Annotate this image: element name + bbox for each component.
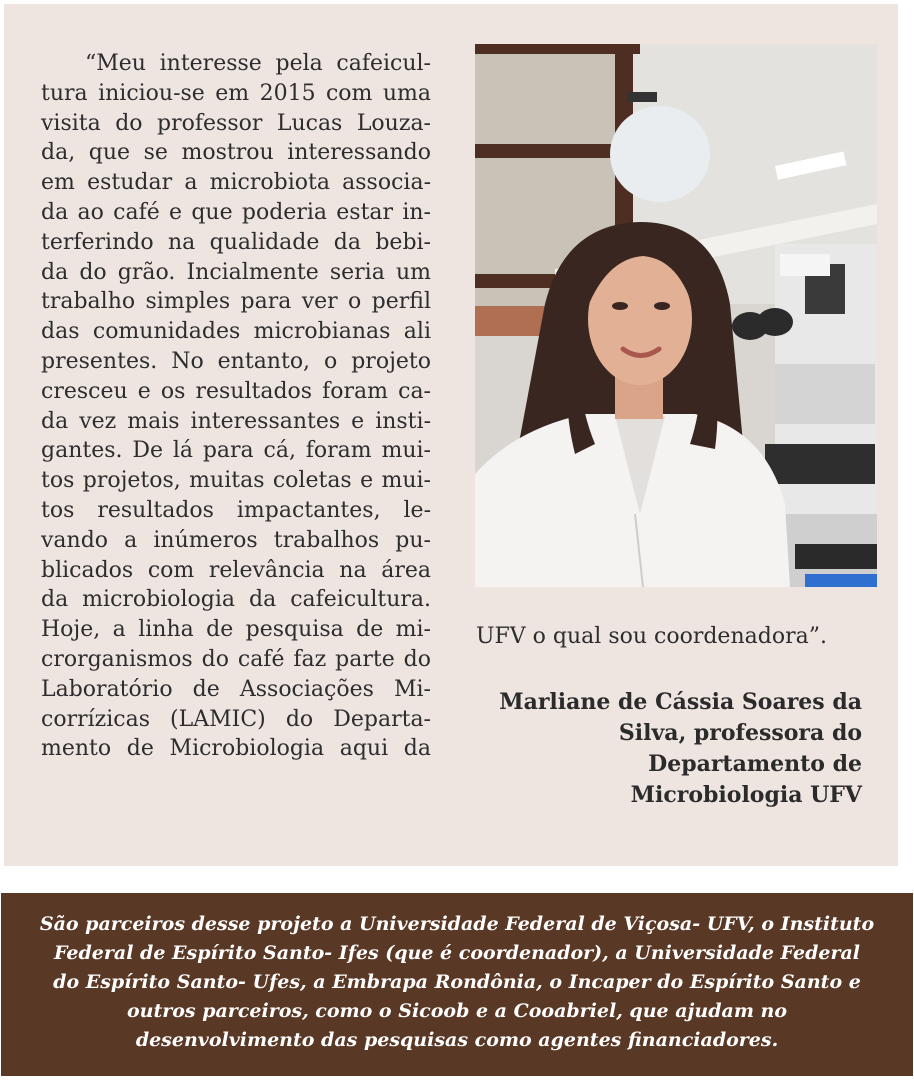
quote-line: crorganismos do café faz parte do [41, 646, 431, 672]
quote-line: presentes. No entanto, o projeto [41, 348, 431, 374]
quote-line: Hoje, a linha de pesquisa de mi- [41, 617, 431, 643]
quote-line: corrízicas (LAMIC) do Departa- [41, 706, 431, 732]
quote-text [41, 49, 431, 764]
quote-line: da ao café e que poderia estar in- [41, 199, 431, 225]
author-attribution [462, 687, 862, 811]
quote-line: em estudar a microbiota associa- [41, 170, 431, 196]
quote-line: vando a inúmeros trabalhos pu- [41, 527, 431, 553]
author-line: Marliane de Cássia Soares da [499, 689, 862, 715]
quote-line: da, que se mostrou interessando [41, 140, 431, 166]
researcher-photo [475, 44, 877, 587]
quote-line: terferindo na qualidade da bebi- [41, 229, 431, 255]
quote-line: visita do professor Lucas Louza- [41, 110, 431, 136]
author-line: Silva, professora do [618, 720, 862, 746]
quote-line: da do grão. Incialmente seria um [41, 259, 431, 285]
quote-continuation: UFV o qual sou coordenadora”. [476, 624, 827, 649]
quote-line: das comunidades microbianas ali [41, 319, 431, 345]
partners-line: Federal de Espírito Santo- Ifes (que é coordenador), a Universidade Federal [53, 942, 860, 964]
quote-line: Laboratório de Associações Mi- [41, 676, 431, 702]
author-line: Microbiologia UFV [630, 782, 862, 808]
quote-line: da microbiologia da cafeicultura. [41, 587, 431, 613]
author-line: Departamento de [648, 751, 862, 777]
quote-line: tura iniciou-se em 2015 com uma [41, 80, 431, 106]
partners-line: do Espírito Santo- Ufes, a Embrapa Rondônia, o Incaper do Espírito Santo e [53, 971, 861, 993]
quote-line: da vez mais interessantes e insti- [41, 408, 431, 434]
quote-line: mento de Microbiologia aqui da [41, 736, 431, 762]
quote-line: tos projetos, muitas coletas e mui- [41, 468, 431, 494]
partners-line: desenvolvimento das pesquisas como agentes financiadores. [135, 1029, 779, 1051]
quote-line: gantes. De lá para cá, foram mui- [41, 438, 431, 464]
partners-box [1, 893, 913, 1076]
quote-line: tos resultados impactantes, le- [41, 497, 431, 523]
quote-line: “Meu interesse pela cafeicul- [85, 51, 431, 76]
partners-line: São parceiros desse projeto a Universidade Federal de Viçosa- UFV, o Instituto [39, 913, 875, 935]
partners-line: outros parceiros, como o Sicoob e a Cooabriel, que ajudam no [126, 1000, 788, 1022]
quote-line: cresceu e os resultados foram ca- [41, 378, 431, 404]
quote-line: trabalho simples para ver o perfil [41, 289, 431, 315]
quote-line: blicados com relevância na área [41, 557, 431, 583]
